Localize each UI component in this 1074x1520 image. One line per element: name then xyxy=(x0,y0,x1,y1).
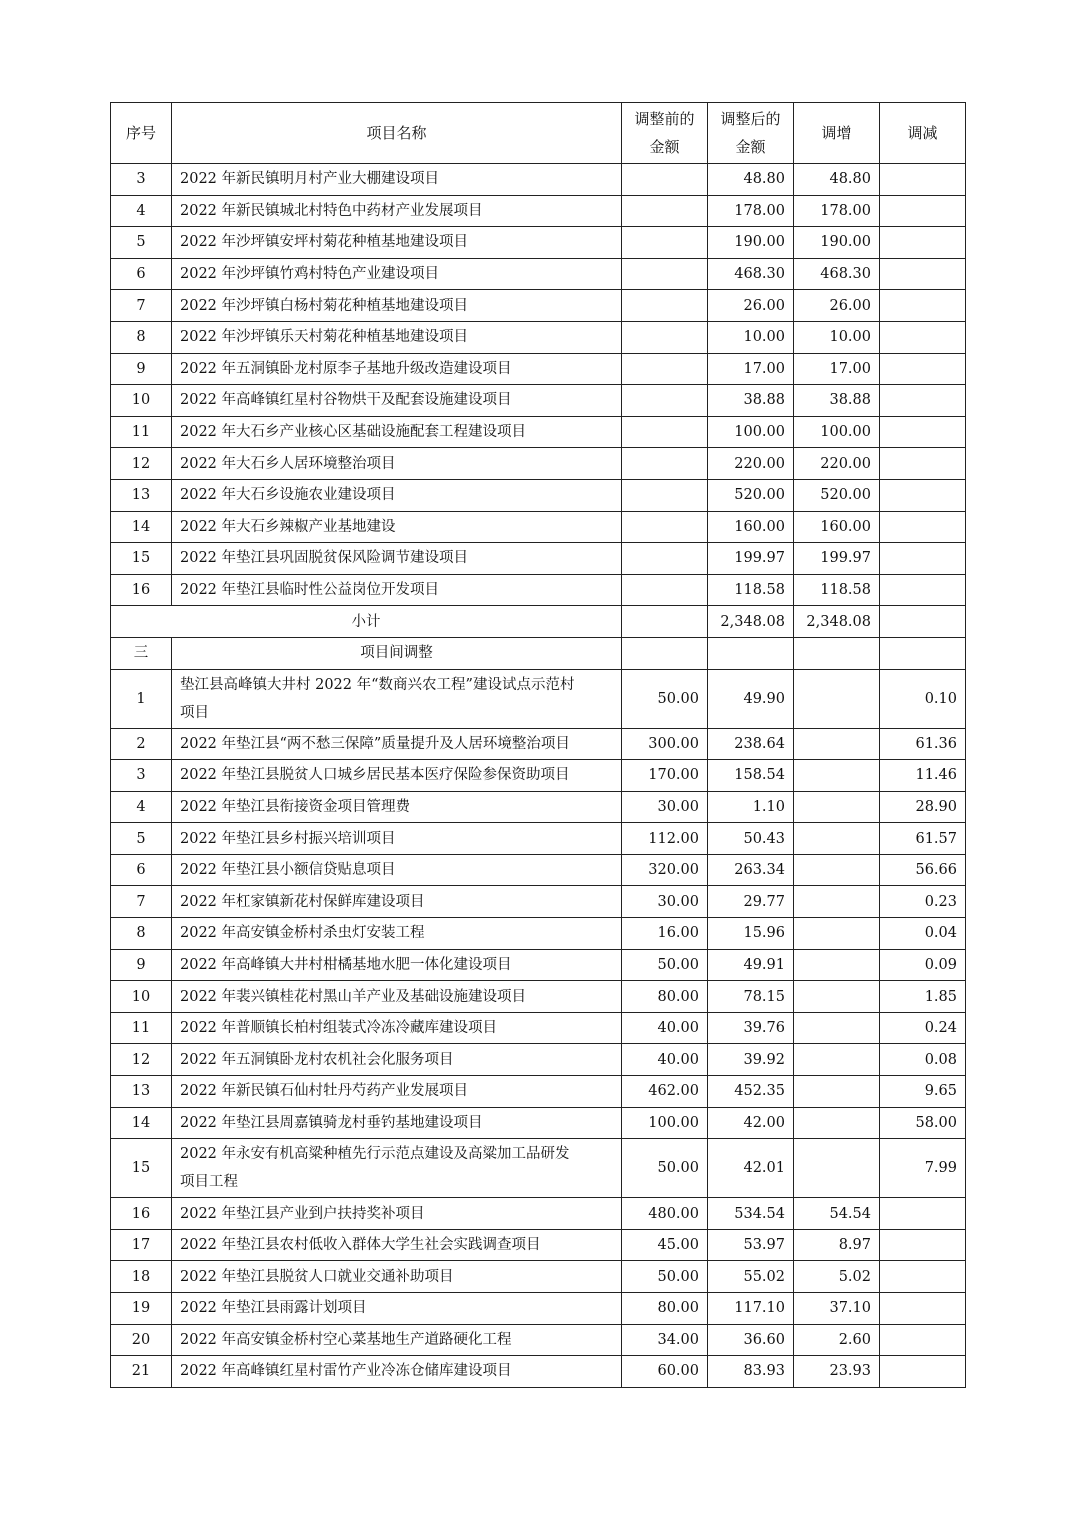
row-increase xyxy=(794,918,880,950)
header-seq: 序号 xyxy=(111,103,172,164)
table-row xyxy=(111,448,966,480)
table-row xyxy=(111,949,966,981)
table-row xyxy=(111,1044,966,1076)
table-row xyxy=(111,886,966,918)
row-after-amount: 263.34 xyxy=(708,854,794,886)
row-increase: 199.97 xyxy=(794,543,880,575)
section-empty-cell xyxy=(794,637,880,669)
row-seq: 18 xyxy=(111,1261,172,1293)
row-before-amount xyxy=(622,543,708,575)
row-name: 2022 年高峰镇红星村谷物烘干及配套设施建设项目 xyxy=(172,385,622,417)
row-increase: 190.00 xyxy=(794,227,880,259)
subtotal-increase: 2,348.08 xyxy=(794,606,880,638)
row-increase xyxy=(794,1076,880,1108)
table-row xyxy=(111,760,966,792)
row-name: 2022 年沙坪镇安坪村菊花种植基地建设项目 xyxy=(172,227,622,259)
subtotal-before xyxy=(622,606,708,638)
row-after-amount: 238.64 xyxy=(708,728,794,760)
row-increase xyxy=(794,886,880,918)
row-after-amount: 42.00 xyxy=(708,1107,794,1139)
row-name: 2022 年高安镇金桥村杀虫灯安装工程 xyxy=(172,918,622,950)
row-decrease: 11.46 xyxy=(880,760,966,792)
row-decrease: 58.00 xyxy=(880,1107,966,1139)
table-row xyxy=(111,1076,966,1108)
row-after-amount: 1.10 xyxy=(708,791,794,823)
row-decrease: 0.04 xyxy=(880,918,966,950)
row-after-amount: 534.54 xyxy=(708,1198,794,1230)
row-name: 2022 年高安镇金桥村空心菜基地生产道路硬化工程 xyxy=(172,1324,622,1356)
row-after-amount: 178.00 xyxy=(708,195,794,227)
row-after-amount: 117.10 xyxy=(708,1293,794,1325)
row-after-amount: 78.15 xyxy=(708,981,794,1013)
section-row xyxy=(111,637,966,669)
row-decrease xyxy=(880,479,966,511)
section-seq: 三 xyxy=(111,637,172,669)
row-after-amount: 29.77 xyxy=(708,886,794,918)
row-before-amount: 50.00 xyxy=(622,949,708,981)
row-name: 2022 年垫江县脱贫人口就业交通补助项目 xyxy=(172,1261,622,1293)
row-seq: 7 xyxy=(111,290,172,322)
row-name xyxy=(172,669,622,728)
row-before-amount: 50.00 xyxy=(622,669,708,728)
subtotal-label: 小计 xyxy=(111,606,622,638)
subtotal-row xyxy=(111,606,966,638)
row-increase: 23.93 xyxy=(794,1356,880,1388)
row-name xyxy=(172,1139,622,1198)
row-increase: 220.00 xyxy=(794,448,880,480)
row-increase: 54.54 xyxy=(794,1198,880,1230)
row-name: 2022 年垫江县农村低收入群体大学生社会实践调查项目 xyxy=(172,1229,622,1261)
row-increase: 100.00 xyxy=(794,416,880,448)
header-before-line2: 金额 xyxy=(649,138,680,156)
row-name: 2022 年垫江县衔接资金项目管理费 xyxy=(172,791,622,823)
row-before-amount: 40.00 xyxy=(622,1044,708,1076)
row-seq: 8 xyxy=(111,321,172,353)
table-body-part-a xyxy=(111,164,966,606)
row-name: 2022 年大石乡设施农业建设项目 xyxy=(172,479,622,511)
row-after-amount: 39.92 xyxy=(708,1044,794,1076)
row-before-amount: 45.00 xyxy=(622,1229,708,1261)
row-before-amount: 112.00 xyxy=(622,823,708,855)
table-row xyxy=(111,385,966,417)
row-seq: 13 xyxy=(111,1076,172,1108)
row-seq: 12 xyxy=(111,1044,172,1076)
row-before-amount xyxy=(622,321,708,353)
row-after-amount: 42.01 xyxy=(708,1139,794,1198)
row-increase xyxy=(794,1139,880,1198)
row-after-amount: 220.00 xyxy=(708,448,794,480)
subtotal-decrease xyxy=(880,606,966,638)
row-seq: 19 xyxy=(111,1293,172,1325)
subtotal-body xyxy=(111,606,966,669)
row-seq: 11 xyxy=(111,1012,172,1044)
row-increase xyxy=(794,1107,880,1139)
table-row xyxy=(111,1139,966,1198)
row-increase: 37.10 xyxy=(794,1293,880,1325)
row-before-amount xyxy=(622,164,708,196)
row-increase: 38.88 xyxy=(794,385,880,417)
section-empty-cell xyxy=(880,637,966,669)
row-before-amount: 30.00 xyxy=(622,791,708,823)
row-name-line1: 2022 年永安有机高粱种植先行示范点建设及高粱加工品研发 xyxy=(180,1146,570,1163)
row-before-amount: 320.00 xyxy=(622,854,708,886)
row-seq: 15 xyxy=(111,1139,172,1198)
row-before-amount: 40.00 xyxy=(622,1012,708,1044)
table-row xyxy=(111,1198,966,1230)
row-after-amount: 26.00 xyxy=(708,290,794,322)
row-after-amount: 15.96 xyxy=(708,918,794,950)
row-name: 2022 年垫江县脱贫人口城乡居民基本医疗保险参保资助项目 xyxy=(172,760,622,792)
row-before-amount: 300.00 xyxy=(622,728,708,760)
row-after-amount: 83.93 xyxy=(708,1356,794,1388)
row-before-amount xyxy=(622,290,708,322)
row-seq: 9 xyxy=(111,949,172,981)
row-seq: 16 xyxy=(111,1198,172,1230)
row-name-line2: 项目工程 xyxy=(180,1174,238,1191)
table-row xyxy=(111,918,966,950)
row-seq: 11 xyxy=(111,416,172,448)
row-name-line2: 项目 xyxy=(180,704,209,721)
row-decrease: 0.09 xyxy=(880,949,966,981)
row-seq: 17 xyxy=(111,1229,172,1261)
row-before-amount xyxy=(622,479,708,511)
table-row xyxy=(111,1229,966,1261)
row-name: 2022 年垫江县“两不愁三保障”质量提升及人居环境整治项目 xyxy=(172,728,622,760)
header-before-line1: 调整前的 xyxy=(634,110,695,128)
table-row xyxy=(111,1293,966,1325)
row-name: 2022 年高峰镇红星村雷竹产业冷冻仓储库建设项目 xyxy=(172,1356,622,1388)
row-name: 2022 年新民镇城北村特色中药材产业发展项目 xyxy=(172,195,622,227)
row-decrease xyxy=(880,164,966,196)
row-after-amount: 100.00 xyxy=(708,416,794,448)
row-name: 2022 年垫江县小额信贷贴息项目 xyxy=(172,854,622,886)
row-name: 2022 年垫江县乡村振兴培训项目 xyxy=(172,823,622,855)
row-seq: 14 xyxy=(111,1107,172,1139)
row-seq: 16 xyxy=(111,574,172,606)
table-row xyxy=(111,1324,966,1356)
table-row xyxy=(111,823,966,855)
row-name: 2022 年垫江县雨露计划项目 xyxy=(172,1293,622,1325)
table-row xyxy=(111,1012,966,1044)
row-seq: 7 xyxy=(111,886,172,918)
row-increase: 8.97 xyxy=(794,1229,880,1261)
row-seq: 10 xyxy=(111,981,172,1013)
row-before-amount: 170.00 xyxy=(622,760,708,792)
row-after-amount: 49.90 xyxy=(708,669,794,728)
row-before-amount: 16.00 xyxy=(622,918,708,950)
row-name: 2022 年垫江县临时性公益岗位开发项目 xyxy=(172,574,622,606)
row-decrease xyxy=(880,543,966,575)
row-before-amount xyxy=(622,227,708,259)
subtotal-after: 2,348.08 xyxy=(708,606,794,638)
row-decrease xyxy=(880,227,966,259)
row-increase: 17.00 xyxy=(794,353,880,385)
header-after-line2: 金额 xyxy=(735,138,766,156)
row-before-amount xyxy=(622,258,708,290)
row-name: 2022 年大石乡产业核心区基础设施配套工程建设项目 xyxy=(172,416,622,448)
row-name-line1: 垫江县高峰镇大井村 2022 年“数商兴农工程”建设试点示范村 xyxy=(180,676,575,693)
row-name: 2022 年新民镇明月村产业大棚建设项目 xyxy=(172,164,622,196)
table-row xyxy=(111,1107,966,1139)
row-name: 2022 年高峰镇大井村柑橘基地水肥一体化建设项目 xyxy=(172,949,622,981)
row-increase xyxy=(794,854,880,886)
row-decrease xyxy=(880,1324,966,1356)
row-before-amount xyxy=(622,416,708,448)
row-seq: 9 xyxy=(111,353,172,385)
table-row xyxy=(111,1261,966,1293)
row-after-amount: 160.00 xyxy=(708,511,794,543)
row-decrease xyxy=(880,195,966,227)
row-before-amount: 80.00 xyxy=(622,1293,708,1325)
row-decrease xyxy=(880,574,966,606)
header-decrease: 调减 xyxy=(880,103,966,164)
row-after-amount: 38.88 xyxy=(708,385,794,417)
table-body-part-b xyxy=(111,669,966,1387)
row-before-amount: 50.00 xyxy=(622,1261,708,1293)
row-increase xyxy=(794,669,880,728)
row-before-amount xyxy=(622,385,708,417)
row-increase: 48.80 xyxy=(794,164,880,196)
row-name: 2022 年杠家镇新花村保鲜库建设项目 xyxy=(172,886,622,918)
table-row xyxy=(111,258,966,290)
row-decrease xyxy=(880,1261,966,1293)
row-decrease xyxy=(880,258,966,290)
row-decrease: 56.66 xyxy=(880,854,966,886)
row-seq: 10 xyxy=(111,385,172,417)
row-name: 2022 年普顺镇长柏村组装式冷冻冷藏库建设项目 xyxy=(172,1012,622,1044)
row-decrease xyxy=(880,353,966,385)
row-before-amount: 462.00 xyxy=(622,1076,708,1108)
row-after-amount: 10.00 xyxy=(708,321,794,353)
row-before-amount xyxy=(622,448,708,480)
row-seq: 4 xyxy=(111,195,172,227)
row-name: 2022 年五洞镇卧龙村农机社会化服务项目 xyxy=(172,1044,622,1076)
row-name: 2022 年沙坪镇白杨村菊花种植基地建设项目 xyxy=(172,290,622,322)
row-name: 2022 年大石乡人居环境整治项目 xyxy=(172,448,622,480)
row-increase xyxy=(794,1012,880,1044)
row-before-amount: 30.00 xyxy=(622,886,708,918)
row-decrease xyxy=(880,321,966,353)
row-before-amount: 50.00 xyxy=(622,1139,708,1198)
row-name: 2022 年新民镇石仙村牡丹芍药产业发展项目 xyxy=(172,1076,622,1108)
table-row xyxy=(111,164,966,196)
row-increase: 468.30 xyxy=(794,258,880,290)
fund-adjustment-table xyxy=(110,102,966,1388)
row-increase: 2.60 xyxy=(794,1324,880,1356)
table-row xyxy=(111,669,966,728)
row-decrease: 28.90 xyxy=(880,791,966,823)
table-row xyxy=(111,854,966,886)
row-name: 2022 年裴兴镇桂花村黑山羊产业及基础设施建设项目 xyxy=(172,981,622,1013)
header-after xyxy=(708,103,794,164)
table-row xyxy=(111,791,966,823)
table-row xyxy=(111,1356,966,1388)
row-decrease xyxy=(880,1356,966,1388)
row-after-amount: 55.02 xyxy=(708,1261,794,1293)
row-decrease: 61.36 xyxy=(880,728,966,760)
row-decrease xyxy=(880,448,966,480)
row-increase xyxy=(794,981,880,1013)
table-row xyxy=(111,321,966,353)
table-row xyxy=(111,479,966,511)
row-increase: 26.00 xyxy=(794,290,880,322)
row-seq: 15 xyxy=(111,543,172,575)
section-empty-cell xyxy=(708,637,794,669)
table-row xyxy=(111,416,966,448)
row-seq: 3 xyxy=(111,760,172,792)
table-row xyxy=(111,574,966,606)
row-decrease: 1.85 xyxy=(880,981,966,1013)
row-increase: 118.58 xyxy=(794,574,880,606)
row-after-amount: 17.00 xyxy=(708,353,794,385)
row-decrease: 0.24 xyxy=(880,1012,966,1044)
row-decrease xyxy=(880,1293,966,1325)
row-after-amount: 39.76 xyxy=(708,1012,794,1044)
row-after-amount: 158.54 xyxy=(708,760,794,792)
row-before-amount xyxy=(622,353,708,385)
row-after-amount: 190.00 xyxy=(708,227,794,259)
row-increase xyxy=(794,949,880,981)
row-seq: 20 xyxy=(111,1324,172,1356)
row-increase xyxy=(794,823,880,855)
row-increase: 160.00 xyxy=(794,511,880,543)
row-name: 2022 年垫江县周嘉镇骑龙村垂钓基地建设项目 xyxy=(172,1107,622,1139)
row-after-amount: 452.35 xyxy=(708,1076,794,1108)
row-after-amount: 468.30 xyxy=(708,258,794,290)
table-row xyxy=(111,195,966,227)
header-name: 项目名称 xyxy=(172,103,622,164)
row-increase: 520.00 xyxy=(794,479,880,511)
row-seq: 4 xyxy=(111,791,172,823)
row-increase: 5.02 xyxy=(794,1261,880,1293)
table-row xyxy=(111,728,966,760)
row-seq: 1 xyxy=(111,669,172,728)
row-name: 2022 年垫江县巩固脱贫保风险调节建设项目 xyxy=(172,543,622,575)
table-row xyxy=(111,353,966,385)
row-decrease: 0.08 xyxy=(880,1044,966,1076)
row-after-amount: 36.60 xyxy=(708,1324,794,1356)
header-after-line1: 调整后的 xyxy=(720,110,781,128)
row-name: 2022 年垫江县产业到户扶持奖补项目 xyxy=(172,1198,622,1230)
row-increase: 178.00 xyxy=(794,195,880,227)
row-decrease xyxy=(880,416,966,448)
row-seq: 12 xyxy=(111,448,172,480)
row-seq: 13 xyxy=(111,479,172,511)
row-after-amount: 118.58 xyxy=(708,574,794,606)
row-decrease: 0.10 xyxy=(880,669,966,728)
row-decrease xyxy=(880,1229,966,1261)
row-decrease: 7.99 xyxy=(880,1139,966,1198)
row-before-amount: 34.00 xyxy=(622,1324,708,1356)
table-row xyxy=(111,981,966,1013)
row-decrease xyxy=(880,511,966,543)
row-before-amount xyxy=(622,574,708,606)
row-name: 2022 年大石乡辣椒产业基地建设 xyxy=(172,511,622,543)
row-seq: 6 xyxy=(111,258,172,290)
row-decrease: 61.57 xyxy=(880,823,966,855)
row-increase xyxy=(794,728,880,760)
row-decrease xyxy=(880,1198,966,1230)
row-seq: 21 xyxy=(111,1356,172,1388)
row-after-amount: 49.91 xyxy=(708,949,794,981)
row-seq: 14 xyxy=(111,511,172,543)
row-after-amount: 53.97 xyxy=(708,1229,794,1261)
row-seq: 2 xyxy=(111,728,172,760)
row-before-amount: 480.00 xyxy=(622,1198,708,1230)
table-row xyxy=(111,543,966,575)
row-name: 2022 年沙坪镇乐天村菊花种植基地建设项目 xyxy=(172,321,622,353)
row-seq: 5 xyxy=(111,823,172,855)
section-empty-cell xyxy=(622,637,708,669)
row-name: 2022 年五洞镇卧龙村原李子基地升级改造建设项目 xyxy=(172,353,622,385)
row-before-amount: 80.00 xyxy=(622,981,708,1013)
row-seq: 5 xyxy=(111,227,172,259)
row-name: 2022 年沙坪镇竹鸡村特色产业建设项目 xyxy=(172,258,622,290)
table-row xyxy=(111,290,966,322)
row-seq: 3 xyxy=(111,164,172,196)
row-decrease: 0.23 xyxy=(880,886,966,918)
row-after-amount: 199.97 xyxy=(708,543,794,575)
row-after-amount: 520.00 xyxy=(708,479,794,511)
table-row xyxy=(111,227,966,259)
header-row xyxy=(111,103,966,164)
row-after-amount: 48.80 xyxy=(708,164,794,196)
row-before-amount xyxy=(622,195,708,227)
row-increase xyxy=(794,1044,880,1076)
row-before-amount: 100.00 xyxy=(622,1107,708,1139)
row-decrease: 9.65 xyxy=(880,1076,966,1108)
row-after-amount: 50.43 xyxy=(708,823,794,855)
row-increase xyxy=(794,760,880,792)
row-seq: 6 xyxy=(111,854,172,886)
header-increase: 调增 xyxy=(794,103,880,164)
row-before-amount xyxy=(622,511,708,543)
table-row xyxy=(111,511,966,543)
row-increase xyxy=(794,791,880,823)
row-before-amount: 60.00 xyxy=(622,1356,708,1388)
row-seq: 8 xyxy=(111,918,172,950)
row-increase: 10.00 xyxy=(794,321,880,353)
section-name: 项目间调整 xyxy=(172,637,622,669)
header-before xyxy=(622,103,708,164)
row-decrease xyxy=(880,385,966,417)
row-decrease xyxy=(880,290,966,322)
